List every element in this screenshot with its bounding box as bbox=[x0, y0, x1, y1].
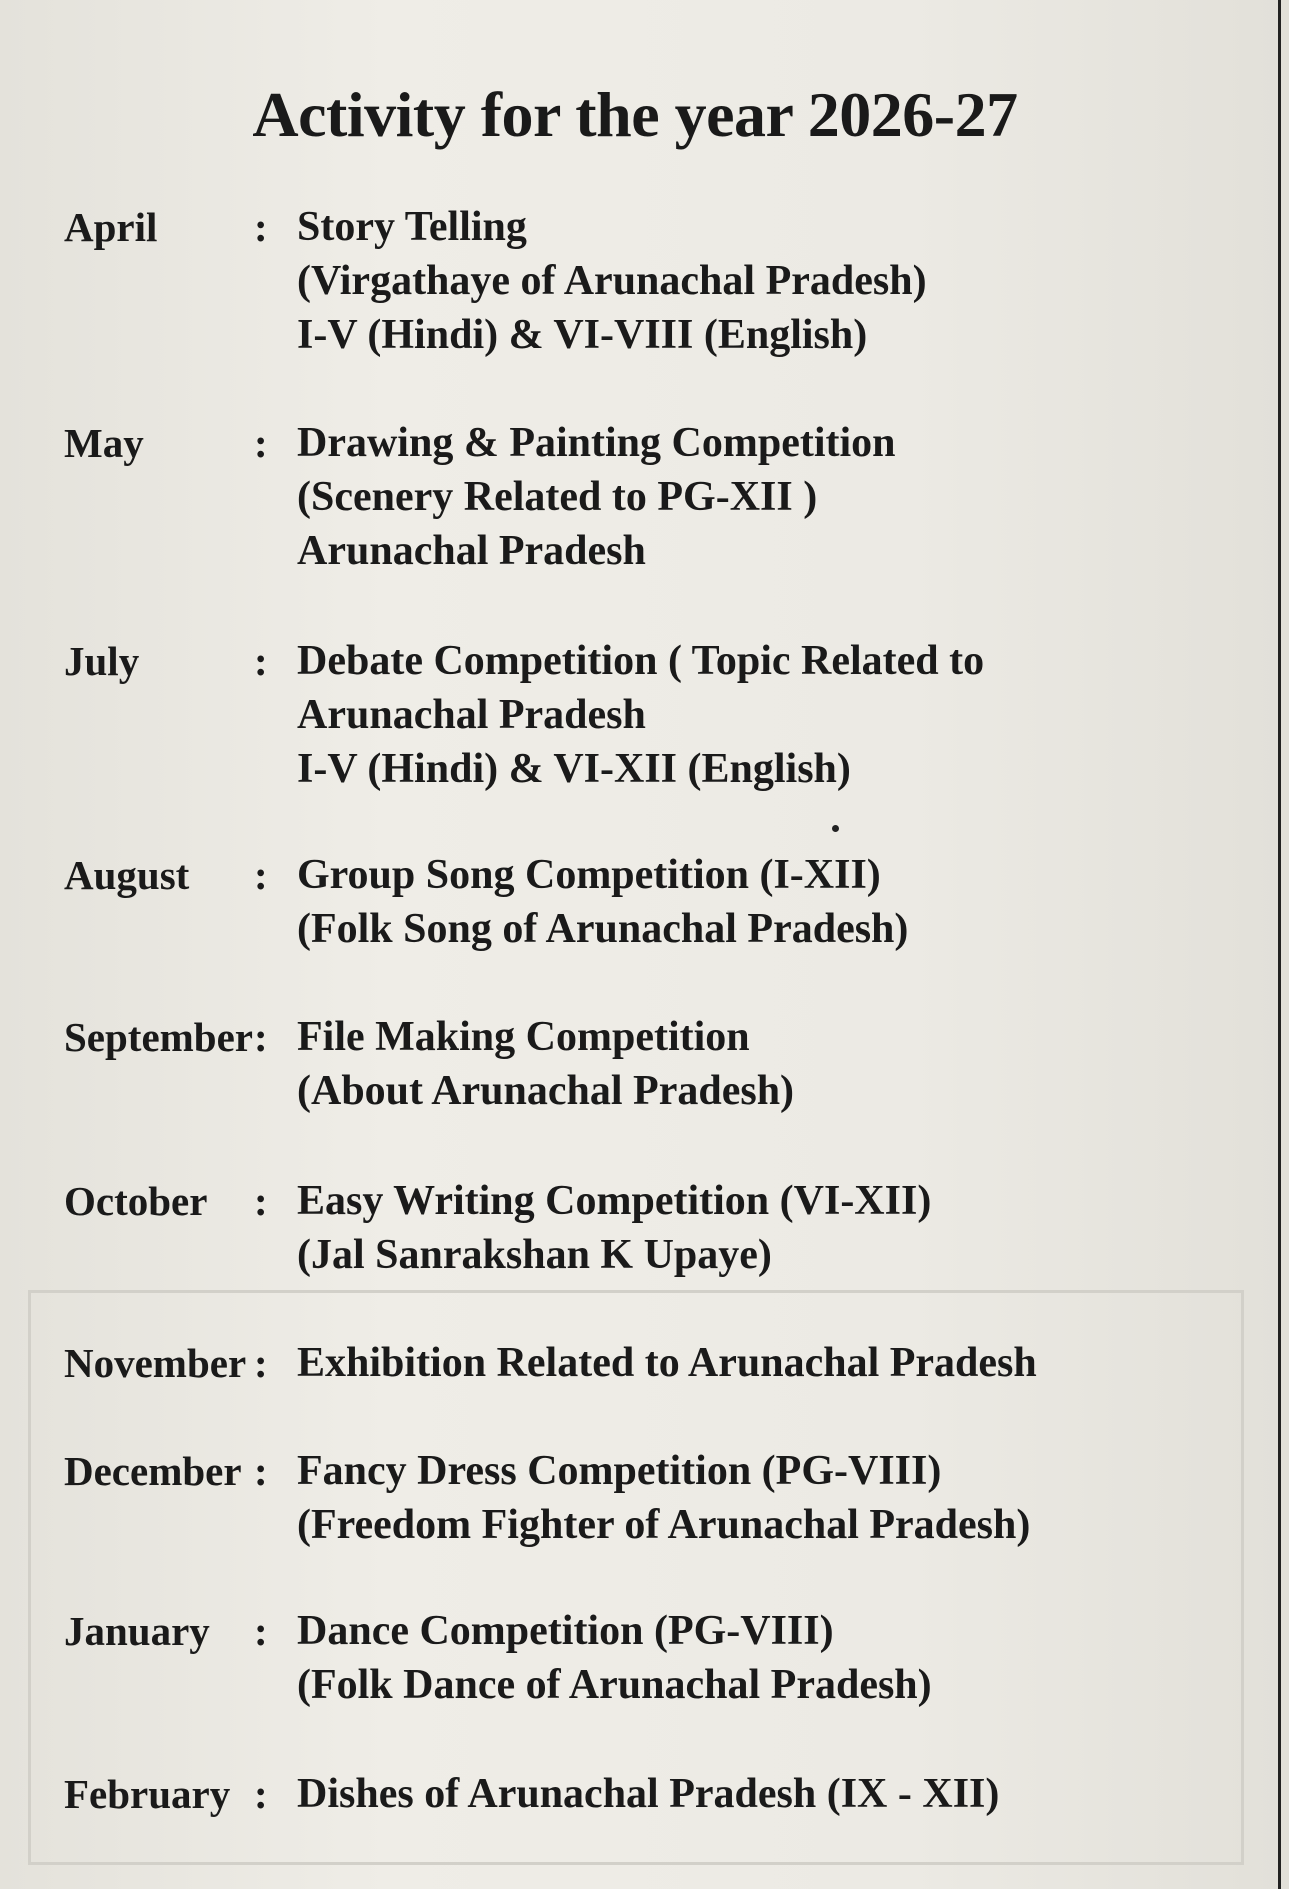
separator: : bbox=[254, 204, 268, 250]
activity-line: Drawing & Painting Competition bbox=[297, 420, 896, 466]
activity-lines bbox=[297, 1444, 1237, 1552]
activity-lines bbox=[297, 1174, 1237, 1282]
separator: : bbox=[254, 1771, 268, 1817]
activity-line: (About Arunachal Pradesh) bbox=[297, 1068, 795, 1114]
activity-lines bbox=[297, 1604, 1237, 1712]
separator: : bbox=[254, 1014, 268, 1060]
month-label: October bbox=[64, 1178, 208, 1224]
separator: : bbox=[254, 1340, 268, 1386]
activity-lines bbox=[297, 1010, 1237, 1118]
activity-line: Dance Competition (PG-VIII) bbox=[297, 1608, 834, 1654]
separator: : bbox=[254, 1448, 268, 1494]
activity-line: (Jal Sanrakshan K Upaye) bbox=[297, 1232, 772, 1278]
separator: : bbox=[254, 420, 268, 466]
page-title: Activity for the year 2026-27 bbox=[252, 79, 1018, 150]
page-margin-rule bbox=[1278, 0, 1281, 1889]
month-label: December bbox=[64, 1448, 242, 1494]
activity-line: (Scenery Related to PG-XII ) bbox=[297, 474, 818, 520]
activity-line: Fancy Dress Competition (PG-VIII) bbox=[297, 1448, 942, 1494]
activity-line: Group Song Competition (I-XII) bbox=[297, 852, 881, 898]
activity-line: (Folk Song of Arunachal Pradesh) bbox=[297, 906, 909, 952]
activity-line: Dishes of Arunachal Pradesh (IX - XII) bbox=[297, 1771, 1000, 1817]
activity-lines bbox=[297, 634, 1237, 796]
activity-line: I-V (Hindi) & VI-XII (English) bbox=[297, 746, 851, 792]
month-label: July bbox=[64, 638, 140, 684]
activity-line: Arunachal Pradesh bbox=[297, 692, 646, 738]
month-label: November bbox=[64, 1340, 247, 1386]
separator: : bbox=[254, 852, 268, 898]
activity-line: (Virgathaye of Arunachal Pradesh) bbox=[297, 258, 927, 304]
separator: : bbox=[254, 1178, 268, 1224]
activity-lines bbox=[297, 200, 1237, 362]
month-label: September bbox=[64, 1014, 254, 1060]
activity-lines bbox=[297, 1336, 1237, 1390]
activity-lines bbox=[297, 416, 1237, 578]
activity-lines bbox=[297, 848, 1237, 956]
activity-lines bbox=[297, 1767, 1237, 1821]
activity-line: Exhibition Related to Arunachal Pradesh bbox=[297, 1340, 1037, 1386]
activity-line: Story Telling bbox=[297, 204, 527, 250]
month-label: February bbox=[64, 1771, 231, 1817]
activity-line: File Making Competition bbox=[297, 1014, 750, 1060]
activity-line: Easy Writing Competition (VI-XII) bbox=[297, 1178, 932, 1224]
separator: : bbox=[254, 638, 268, 684]
activity-line: Arunachal Pradesh bbox=[297, 528, 646, 574]
month-label: August bbox=[64, 852, 190, 898]
activity-line: I-V (Hindi) & VI-VIII (English) bbox=[297, 312, 868, 358]
activity-line: (Folk Dance of Arunachal Pradesh) bbox=[297, 1662, 932, 1708]
month-label: May bbox=[64, 420, 144, 466]
month-label: January bbox=[64, 1608, 210, 1654]
ink-speck bbox=[832, 825, 839, 832]
month-label: April bbox=[64, 204, 158, 250]
separator: : bbox=[254, 1608, 268, 1654]
activity-line: (Freedom Fighter of Arunachal Pradesh) bbox=[297, 1502, 1031, 1548]
activity-line: Debate Competition ( Topic Related to bbox=[297, 638, 985, 684]
